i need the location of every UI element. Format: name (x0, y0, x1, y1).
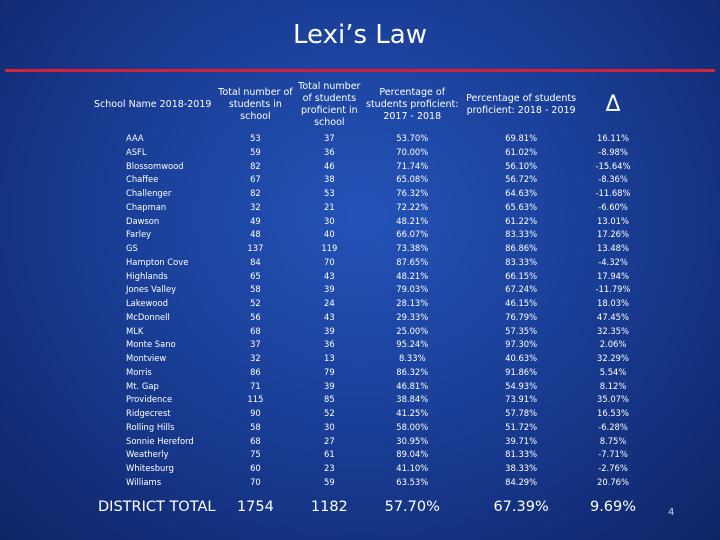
pct-2018-cell: 64.63% (505, 188, 538, 198)
table-row (90, 297, 645, 311)
pct-2017-cell: 29.33% (396, 311, 429, 322)
pct-2018-cell: 61.22% (505, 215, 538, 226)
delta-cell: 16.53% (597, 408, 629, 418)
pct-2017-cell: 66.07% (396, 229, 429, 240)
district-total-pct-2017: 57.70% (384, 498, 440, 515)
proficient-cell: 85 (323, 394, 335, 405)
proficient-cell: 39 (323, 380, 335, 391)
school-cell: GS (126, 243, 138, 253)
school-cell: Lakewood (126, 298, 168, 308)
pct-2018-cell: 54.93% (505, 380, 538, 391)
total-students-cell: 86 (250, 366, 261, 377)
school-cell: Montview (126, 353, 167, 363)
pct-2017-cell: 48.21% (396, 215, 429, 226)
total-students-cell: 48 (250, 229, 261, 240)
proficient-cell: 40 (323, 229, 335, 240)
total-students-cell: 115 (247, 394, 264, 405)
proficient-cell: 46 (323, 160, 335, 171)
delta-cell: 18.03% (597, 298, 629, 308)
school-cell: ASFL (126, 146, 147, 157)
delta-cell: -7.71% (598, 449, 628, 460)
delta-cell: -11.68% (595, 188, 631, 198)
total-students-cell: 52 (250, 298, 261, 308)
school-cell: Chaffee (126, 174, 159, 185)
delta-cell: 16.11% (597, 133, 629, 143)
proficient-cell: 13 (323, 353, 335, 363)
table-row (90, 476, 645, 490)
total-students-cell: 90 (250, 408, 261, 418)
total-students-cell: 67 (250, 174, 261, 185)
school-cell: Highlands (126, 270, 168, 281)
total-students-cell: 32 (250, 353, 261, 363)
pct-2018-cell: 38.33% (505, 463, 538, 473)
proficient-cell: 30 (323, 215, 335, 226)
delta-cell: 13.48% (597, 243, 629, 253)
table-header-row (90, 80, 645, 130)
proficient-cell: 39 (323, 325, 335, 336)
pct-2018-cell: 56.72% (505, 174, 538, 185)
total-students-cell: 53 (250, 133, 261, 143)
pct-2017-cell: 8.33% (398, 353, 426, 363)
delta-cell: 5.54% (599, 366, 627, 377)
total-students-cell: 84 (250, 256, 261, 267)
proficient-cell: 30 (323, 421, 335, 432)
pct-2018-cell: 51.72% (505, 421, 538, 432)
proficient-cell: 24 (323, 298, 335, 308)
pct-2017-cell: 58.00% (396, 421, 429, 432)
pct-2018-cell: 46.15% (505, 298, 538, 308)
table-row (90, 380, 645, 394)
pct-2017-cell: 38.84% (396, 394, 429, 405)
district-total-proficient: 1182 (310, 498, 348, 515)
pct-2017-cell: 72.22% (396, 201, 429, 212)
pct-2017-cell: 76.32% (396, 188, 429, 198)
pct-2018-cell: 86.86% (505, 243, 538, 253)
district-total-pct-2018: 67.39% (493, 498, 549, 515)
total-students-cell: 65 (250, 270, 261, 281)
table-row (90, 215, 645, 229)
school-cell: Morris (126, 366, 152, 377)
district-total-students: 1754 (236, 498, 274, 515)
pct-2017-cell: 73.38% (396, 243, 429, 253)
total-students-cell: 70 (250, 476, 261, 487)
proficient-cell: 61 (323, 449, 335, 460)
table-row (90, 435, 645, 449)
delta-cell: 32.29% (597, 353, 629, 363)
delta-cell: -15.64% (595, 160, 631, 171)
proficient-cell: 53 (323, 188, 335, 198)
pct-2018-cell: 40.63% (505, 353, 538, 363)
pct-2017-cell: 41.25% (396, 408, 429, 418)
delta-cell: -6.28% (598, 421, 628, 432)
total-students-cell: 56 (250, 311, 261, 322)
pct-2017-cell: 53.70% (396, 133, 429, 143)
total-students-cell: 60 (250, 463, 261, 473)
pct-2018-cell: 76.79% (505, 311, 538, 322)
total-students-cell: 68 (250, 435, 261, 446)
table-row (90, 160, 645, 174)
proficiency-table (90, 80, 645, 524)
delta-cell: 32.35% (597, 325, 629, 336)
table-row (90, 242, 645, 256)
delta-cell: 20.76% (597, 476, 629, 487)
proficient-cell: 37 (323, 133, 335, 143)
table-row (90, 187, 645, 201)
table-row (90, 393, 645, 407)
pct-2017-cell: 30.95% (396, 435, 429, 446)
total-students-cell: 58 (250, 421, 261, 432)
delta-cell: -2.76% (598, 463, 628, 473)
table-row (90, 270, 645, 284)
total-students-cell: 82 (250, 188, 261, 198)
school-cell: Chapman (126, 201, 167, 212)
total-students-cell: 32 (250, 201, 261, 212)
pct-2017-cell: 70.00% (396, 146, 429, 157)
header-school: School Name 2018-2019 (94, 99, 212, 110)
proficient-cell: 79 (323, 366, 335, 377)
pct-2017-cell: 79.03% (396, 284, 429, 295)
total-students-cell: 68 (250, 325, 261, 336)
pct-2018-cell: 66.15% (505, 270, 538, 281)
pct-2017-cell: 41.10% (396, 463, 429, 473)
pct-2018-cell: 83.33% (505, 229, 538, 240)
table-row (90, 462, 645, 476)
delta-cell: 13.01% (597, 215, 629, 226)
total-students-cell: 137 (247, 243, 264, 253)
proficient-cell: 36 (323, 146, 335, 157)
table-row (90, 338, 645, 352)
proficient-cell: 36 (323, 339, 335, 350)
pct-2018-cell: 57.35% (505, 325, 538, 336)
page-number: 4 (668, 507, 675, 518)
pct-2017-cell: 48.21% (396, 270, 429, 281)
table-row (90, 311, 645, 325)
school-cell: Weatherly (126, 449, 169, 460)
school-cell: Farley (126, 229, 152, 240)
table-row (90, 352, 645, 366)
delta-cell: 17.26% (597, 229, 629, 240)
school-cell: Whitesburg (126, 463, 174, 473)
table-row (90, 256, 645, 270)
school-cell: MLK (126, 325, 144, 336)
proficient-cell: 70 (323, 256, 335, 267)
proficient-cell: 43 (323, 311, 335, 322)
pct-2018-cell: 97.30% (505, 339, 538, 350)
pct-2018-cell: 91.86% (505, 366, 538, 377)
school-cell: Rolling Hills (126, 421, 175, 432)
school-cell: Williams (126, 476, 162, 487)
district-total-row (90, 490, 645, 524)
total-students-cell: 75 (250, 449, 261, 460)
pct-2018-cell: 81.33% (505, 449, 538, 460)
title-divider (5, 69, 715, 72)
proficient-cell: 59 (323, 476, 335, 487)
school-cell: McDonnell (126, 311, 170, 322)
delta-cell: 17.94% (597, 270, 629, 281)
total-students-cell: 59 (250, 146, 261, 157)
header-delta: Δ (605, 92, 621, 117)
proficient-cell: 43 (323, 270, 335, 281)
school-cell: Ridgecrest (126, 408, 171, 418)
proficiency-table-container (90, 80, 645, 520)
total-students-cell: 58 (250, 284, 261, 295)
pct-2017-cell: 86.32% (396, 366, 429, 377)
school-cell: AAA (126, 133, 144, 143)
pct-2018-cell: 73.91% (505, 394, 538, 405)
pct-2018-cell: 67.24% (505, 284, 538, 295)
proficient-cell: 119 (321, 243, 338, 253)
school-cell: Challenger (126, 188, 172, 198)
table-row (90, 421, 645, 435)
table-row (90, 325, 645, 339)
table-row (90, 407, 645, 421)
proficient-cell: 23 (323, 463, 335, 473)
pct-2017-cell: 25.00% (396, 325, 429, 336)
pct-2018-cell: 57.78% (505, 408, 538, 418)
school-cell: Blossomwood (126, 160, 184, 171)
total-students-cell: 37 (250, 339, 261, 350)
delta-cell: -6.60% (598, 201, 628, 212)
delta-cell: -8.98% (598, 146, 628, 157)
slide-title: Lexi’s Law (293, 20, 427, 50)
total-students-cell: 49 (250, 215, 261, 226)
proficient-cell: 21 (323, 201, 335, 212)
table-row (90, 173, 645, 187)
table-row (90, 228, 645, 242)
school-cell: Jones Valley (126, 284, 177, 295)
delta-cell: 35.07% (597, 394, 629, 405)
table-row (90, 201, 645, 215)
proficient-cell: 39 (323, 284, 335, 295)
pct-2017-cell: 89.04% (396, 449, 429, 460)
header-pct-2018: Percentage of students proficient: 2018 - 2019 (466, 93, 577, 116)
header-pct-2017: Percentage of students proficient: 2017 - 2018 (366, 87, 459, 122)
delta-cell: 47.45% (597, 311, 629, 322)
table-row (90, 366, 645, 380)
delta-cell: -4.32% (598, 256, 628, 267)
proficient-cell: 52 (323, 408, 335, 418)
delta-cell: -8.36% (598, 174, 628, 185)
school-cell: Providence (126, 394, 173, 405)
school-cell: Monte Sano (126, 339, 176, 350)
pct-2017-cell: 65.08% (396, 174, 429, 185)
pct-2018-cell: 39.71% (505, 435, 538, 446)
delta-cell: 8.75% (599, 435, 627, 446)
header-total-students: Total number of students in school (218, 87, 293, 122)
district-total-label: DISTRICT TOTAL (98, 498, 216, 515)
delta-cell: 2.06% (599, 339, 627, 350)
table-row (90, 448, 645, 462)
pct-2017-cell: 46.81% (396, 380, 429, 391)
pct-2017-cell: 28.13% (396, 298, 429, 308)
pct-2017-cell: 95.24% (396, 339, 429, 350)
school-cell: Mt. Gap (126, 380, 159, 391)
pct-2017-cell: 71.74% (396, 160, 429, 171)
pct-2017-cell: 87.65% (396, 256, 429, 267)
header-proficient: Total number of students proficient in school (298, 81, 361, 128)
table-row (90, 146, 645, 160)
pct-2018-cell: 65.63% (505, 201, 538, 212)
pct-2018-cell: 61.02% (505, 146, 538, 157)
school-cell: Hampton Cove (126, 256, 189, 267)
pct-2018-cell: 83.33% (505, 256, 538, 267)
total-students-cell: 82 (250, 160, 261, 171)
pct-2018-cell: 69.81% (505, 133, 538, 143)
delta-cell: -11.79% (595, 284, 631, 295)
school-cell: Dawson (126, 215, 160, 226)
table-row (90, 283, 645, 297)
delta-cell: 8.12% (599, 380, 627, 391)
pct-2017-cell: 63.53% (396, 476, 429, 487)
district-total-delta: 9.69% (589, 498, 637, 515)
proficient-cell: 38 (323, 174, 335, 185)
pct-2018-cell: 56.10% (505, 160, 538, 171)
proficient-cell: 27 (323, 435, 335, 446)
pct-2018-cell: 84.29% (505, 476, 538, 487)
total-students-cell: 71 (250, 380, 261, 391)
table-row (90, 130, 645, 146)
school-cell: Sonnie Hereford (126, 435, 194, 446)
